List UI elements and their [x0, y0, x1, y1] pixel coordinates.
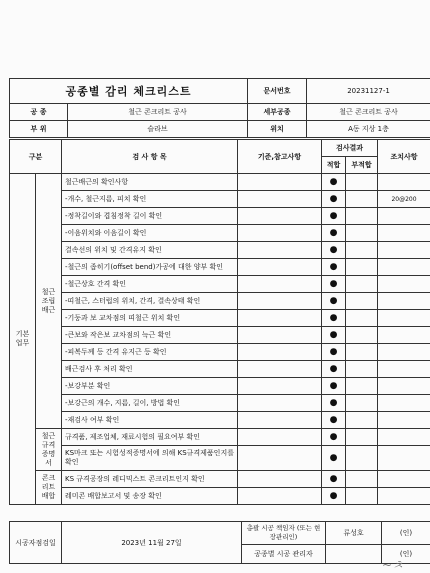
action-cell	[378, 471, 430, 488]
trade-label: 공 종	[10, 104, 68, 121]
doc-no-label: 문서번호	[248, 79, 307, 104]
fail-mark	[346, 276, 378, 293]
item-text: 철근배근의 확인사항	[62, 174, 238, 191]
item-text: -큰보와 작은보 교차점의 늑근 확인	[62, 327, 238, 344]
fail-mark	[346, 429, 378, 446]
pass-mark: ●	[322, 488, 346, 505]
item-text: -철근상호 간격 확인	[62, 276, 238, 293]
reference-cell	[238, 471, 322, 488]
action-cell: 20@200	[378, 191, 430, 208]
table-row	[10, 488, 430, 505]
trade-value: 철근 콘크리트 공사	[68, 104, 248, 121]
manager-name: 류성호	[326, 522, 382, 545]
reference-cell	[238, 327, 322, 344]
fail-mark	[346, 259, 378, 276]
fail-mark	[346, 327, 378, 344]
action-cell	[378, 259, 430, 276]
reference-cell	[238, 412, 322, 429]
item-text: -이음위치와 이음길이 확인	[62, 225, 238, 242]
fail-mark	[346, 344, 378, 361]
trade-manager-name	[326, 545, 382, 564]
pass-mark: ●	[322, 378, 346, 395]
pass-mark: ●	[322, 412, 346, 429]
fail-mark	[346, 310, 378, 327]
reference-cell	[238, 242, 322, 259]
reference-cell	[238, 361, 322, 378]
table-row	[10, 395, 430, 412]
pass-mark: ●	[322, 259, 346, 276]
item-text: 결속선의 위치 및 간격유지 확인	[62, 242, 238, 259]
part-label: 부 위	[10, 121, 68, 138]
header-table	[9, 78, 430, 138]
pass-mark: ●	[322, 242, 346, 259]
reference-cell	[238, 488, 322, 505]
table-row	[10, 310, 430, 327]
pass-mark: ●	[322, 191, 346, 208]
fail-mark	[346, 488, 378, 505]
fail-mark	[346, 446, 378, 471]
action-cell	[378, 174, 430, 191]
group-concrete: 콘크리트 배합	[36, 471, 62, 505]
location-value: A동 지상 1층	[307, 121, 430, 138]
col-fail: 부적합	[346, 157, 378, 174]
footer-table	[9, 521, 430, 564]
table-row	[10, 327, 430, 344]
action-cell	[378, 225, 430, 242]
part-value: 슬라브	[68, 121, 248, 138]
checklist-table	[9, 139, 430, 505]
document-title: 공종별 감리 체크리스트	[10, 79, 248, 104]
action-cell	[378, 361, 430, 378]
fail-mark	[346, 208, 378, 225]
pass-mark: ●	[322, 344, 346, 361]
col-reference: 기준,참고사항	[238, 140, 322, 174]
fail-mark	[346, 412, 378, 429]
pass-mark: ●	[322, 174, 346, 191]
group-cert: 철근 규격 증명서	[36, 429, 62, 471]
item-text: -철근의 좁히기(offset bend)가공에 대한 양부 확인	[62, 259, 238, 276]
pass-mark: ●	[322, 471, 346, 488]
table-row	[10, 361, 430, 378]
location-label: 위치	[248, 121, 307, 138]
pass-mark: ●	[322, 293, 346, 310]
table-row	[10, 276, 430, 293]
table-row	[10, 412, 430, 429]
item-text: -보강근의 개수, 지름, 길이, 방법 확인	[62, 395, 238, 412]
item-text: 규격품, 제조업체, 재료시험의 필요여부 확인	[62, 429, 238, 446]
reference-cell	[238, 378, 322, 395]
reference-cell	[238, 446, 322, 471]
table-row	[10, 242, 430, 259]
col-action: 조치사항	[378, 140, 430, 174]
manager-label: 총괄 시공 책임자 (또는 현장관리인)	[242, 522, 326, 545]
trade-manager-label: 공종별 시공 관리자	[242, 545, 326, 564]
inspection-date-label: 시공자점검일	[10, 522, 62, 564]
fail-mark	[346, 378, 378, 395]
trade-manager-seal: (인)	[382, 545, 430, 564]
table-row	[10, 293, 430, 310]
action-cell	[378, 488, 430, 505]
col-category: 구분	[10, 140, 62, 174]
pass-mark: ●	[322, 395, 346, 412]
pass-mark: ●	[322, 429, 346, 446]
col-result: 검사결과	[322, 140, 378, 157]
fail-mark	[346, 191, 378, 208]
fail-mark	[346, 395, 378, 412]
reference-cell	[238, 208, 322, 225]
item-text: -재검사 여부 확인	[62, 412, 238, 429]
action-cell	[378, 344, 430, 361]
fail-mark	[346, 174, 378, 191]
group-rebar: 철근 조립 배근	[36, 174, 62, 429]
reference-cell	[238, 259, 322, 276]
col-items: 검 사 항 목	[62, 140, 238, 174]
doc-no-value: 20231127-1	[307, 79, 430, 104]
item-text: KS마크 또는 시험성적증명서에 의해 KS규격제품인지를 확인	[62, 446, 238, 471]
pass-mark: ●	[322, 361, 346, 378]
table-row	[10, 344, 430, 361]
table-row	[10, 471, 430, 488]
action-cell	[378, 310, 430, 327]
subtrade-value: 철근 콘크리트 공사	[307, 104, 430, 121]
pass-mark: ●	[322, 208, 346, 225]
pass-mark: ●	[322, 276, 346, 293]
action-cell	[378, 208, 430, 225]
action-cell	[378, 378, 430, 395]
action-cell	[378, 293, 430, 310]
pass-mark: ●	[322, 225, 346, 242]
item-text: -보강부분 확인	[62, 378, 238, 395]
handwritten-signature: ~ㅊ	[382, 558, 404, 572]
item-text: KS 규격공장의 레디믹스트 콘크리트인지 확인	[62, 471, 238, 488]
reference-cell	[238, 174, 322, 191]
group-main: 기본업무	[10, 174, 36, 505]
item-text: 배근검사 후 처리 확인	[62, 361, 238, 378]
fail-mark	[346, 471, 378, 488]
table-row	[10, 446, 430, 471]
fail-mark	[346, 242, 378, 259]
pass-mark: ●	[322, 310, 346, 327]
reference-cell	[238, 429, 322, 446]
reference-cell	[238, 191, 322, 208]
action-cell	[378, 395, 430, 412]
item-text: -정착길이와 겹침정착 길이 확인	[62, 208, 238, 225]
item-text: -기둥과 보 교차점의 띠철근 위치 확인	[62, 310, 238, 327]
action-cell	[378, 276, 430, 293]
action-cell	[378, 429, 430, 446]
reference-cell	[238, 225, 322, 242]
inspection-date: 2023년 11월 27일	[62, 522, 242, 564]
action-cell	[378, 412, 430, 429]
table-row	[10, 259, 430, 276]
reference-cell	[238, 310, 322, 327]
fail-mark	[346, 361, 378, 378]
table-row	[10, 378, 430, 395]
item-text: 레미콘 배합보고서 및 송장 확인	[62, 488, 238, 505]
item-text: -개수, 철근지름, 피치 확인	[62, 191, 238, 208]
item-text: -띠철근, 스터럽의 위치, 간격, 결속상태 확인	[62, 293, 238, 310]
fail-mark	[346, 225, 378, 242]
subtrade-label: 세부공종	[248, 104, 307, 121]
table-row	[10, 429, 430, 446]
reference-cell	[238, 276, 322, 293]
table-row	[10, 174, 430, 191]
manager-seal: (인)	[382, 522, 430, 545]
table-row	[10, 191, 430, 208]
col-pass: 적합	[322, 157, 346, 174]
table-row	[10, 208, 430, 225]
action-cell	[378, 327, 430, 344]
reference-cell	[238, 344, 322, 361]
reference-cell	[238, 293, 322, 310]
pass-mark: ●	[322, 327, 346, 344]
action-cell	[378, 242, 430, 259]
action-cell	[378, 446, 430, 471]
table-row	[10, 225, 430, 242]
item-text: -피복두께 등 간격 유지근 등 확인	[62, 344, 238, 361]
reference-cell	[238, 395, 322, 412]
fail-mark	[346, 293, 378, 310]
pass-mark: ●	[322, 446, 346, 471]
